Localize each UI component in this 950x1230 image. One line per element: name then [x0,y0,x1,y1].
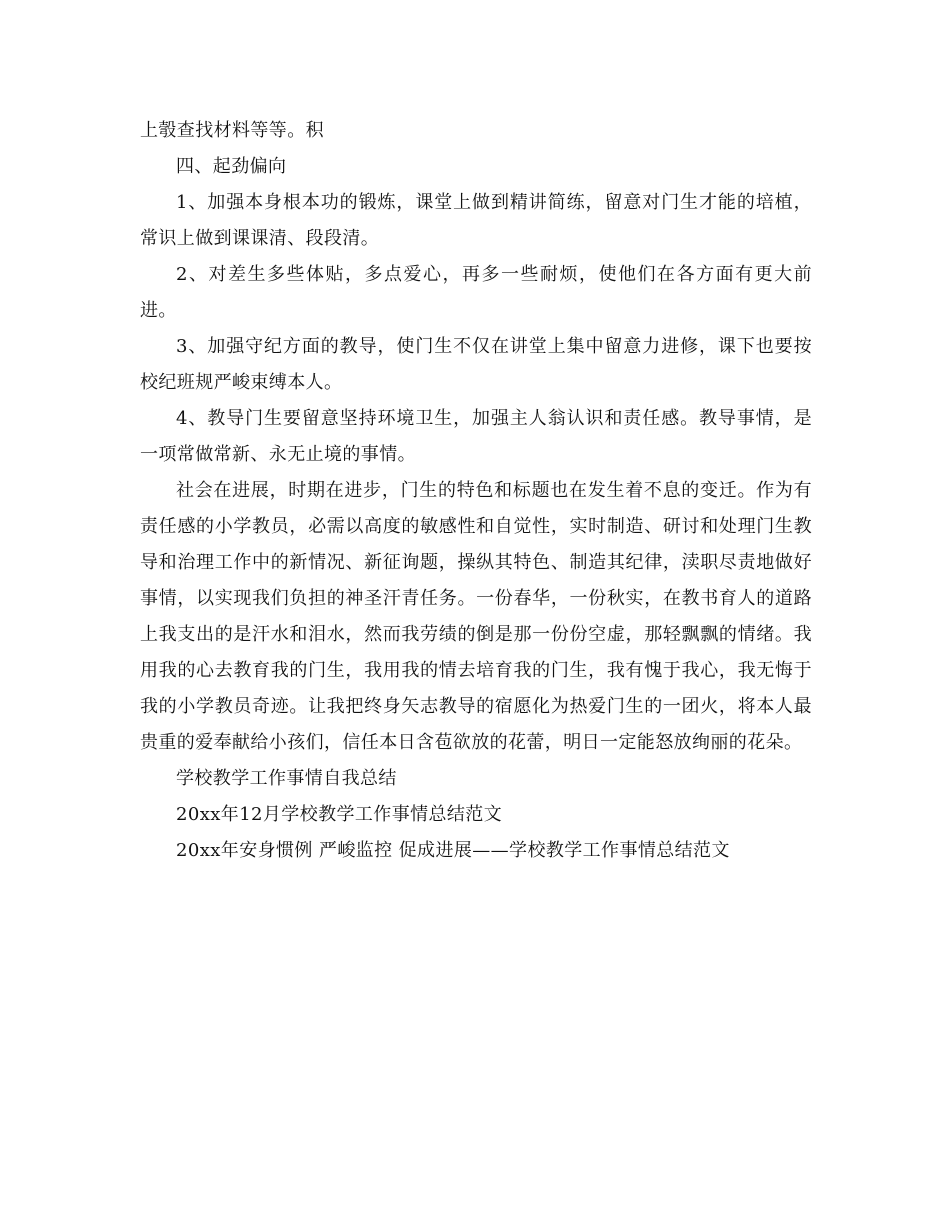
related-link-2: 20xx年12月学校教学工作事情总结范文 [176,804,503,825]
paragraph-item-2: 2、对差生多些体贴，多点爱心，再多一些耐烦，使他们在各方面有更大前进。 [140,264,812,321]
paragraph-continuation: 上彀查找材料等等。积 [140,120,324,141]
related-link-1: 学校教学工作事情自我总结 [176,768,397,789]
paragraph-body: 社会在进展，时期在进步，门生的特色和标题也在发生着不息的变迁。作为有责任感的小学教员，必需以高度的敏感性和自觉性，实时制造、研讨和处理门生教导和治理工作中的新情况、新征询题，操纵其特色、制造其纪律，渎职尽责地做好事情，以实现我们负担的神圣汗青任务。一份春华，一份秋实，在教书育人的道路上我支出的是汗水和泪水，然而我劳绩的倒是那一份份空虚，那轻飘飘的情绪。我用我的心去教育我的门生，我用我的情去培育我的门生，我有愧于我心，我无悔于我的小学教员奇迹。让我把终身矢志教导的宿愿化为热爱门生的一团火，将本人最贵重的爱奉献给小孩们，信任本日含苞欲放的花蕾，明日一定能怒放绚丽的花朵。 [140,480,812,753]
paragraph-item-4: 4、教导门生要留意坚持环境卫生，加强主人翁认识和责任感。教导事情，是一项常做常新、永无止境的事情。 [140,408,812,465]
paragraph-item-1: 1、加强本身根本功的锻炼，课堂上做到精讲简练，留意对门生才能的培植，常识上做到课课清、段段清。 [140,192,812,249]
related-link-3: 20xx年安身惯例 严峻监控 促成进展——学校教学工作事情总结范文 [176,840,730,861]
document-body [140,113,812,869]
paragraph-item-3: 3、加强守纪方面的教导，使门生不仅在讲堂上集中留意力进修，课下也要按校纪班规严峻束缚本人。 [140,336,812,393]
section-heading: 四、起劲偏向 [176,156,287,177]
